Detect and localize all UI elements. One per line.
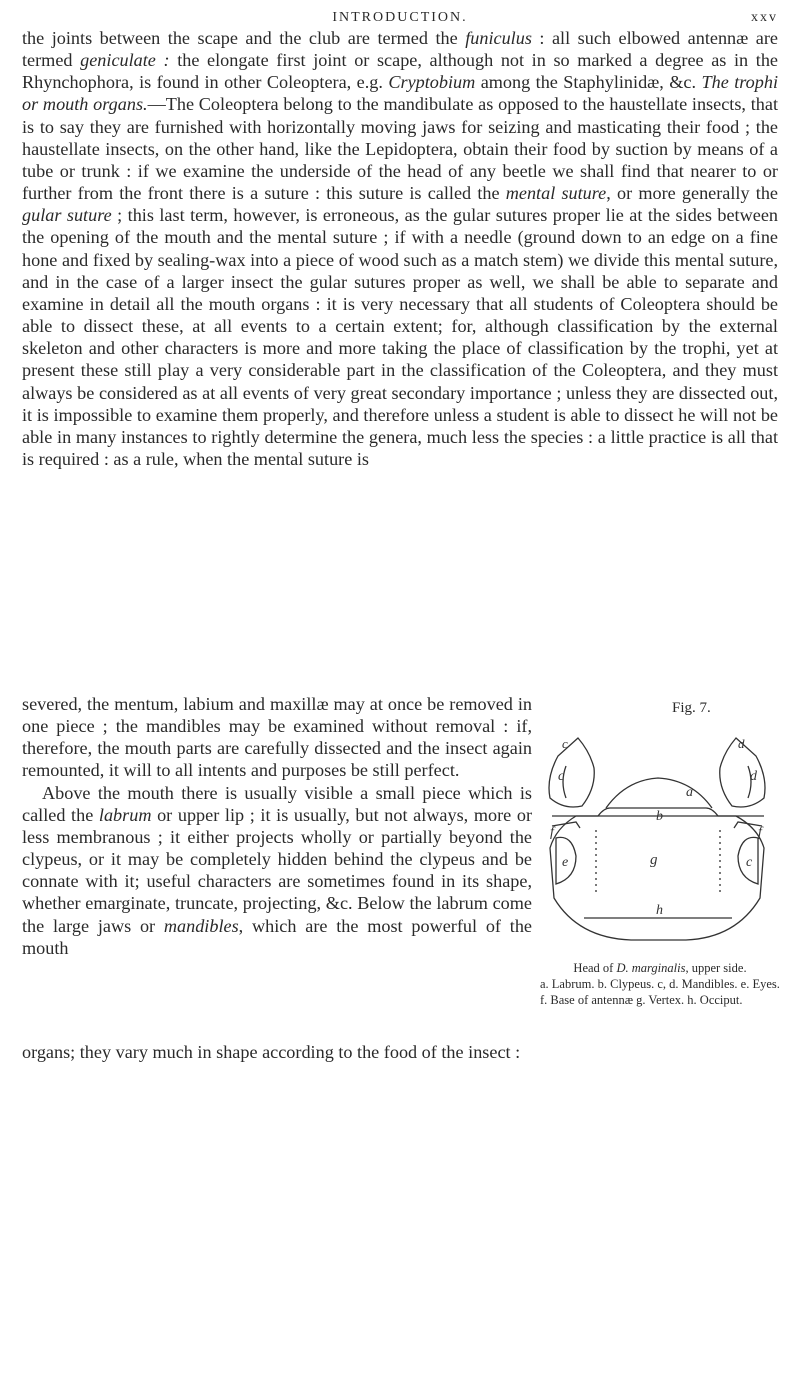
left-mandible — [549, 738, 594, 807]
vertex-line — [596, 830, 720, 894]
caption-title: Head of D. marginalis, upper side. — [573, 961, 747, 975]
page-number: xxv — [751, 10, 778, 25]
running-head: INTRODUCTION. — [332, 10, 468, 25]
svg-text:e: e — [562, 855, 569, 870]
figure-caption — [540, 960, 780, 1008]
svg-text:g: g — [650, 852, 658, 868]
svg-text:c: c — [746, 855, 753, 870]
svg-text:h: h — [656, 903, 663, 918]
beetle-head-diagram — [536, 718, 780, 958]
paragraph-trophi: the joints between the scape and the club are termed the funiculus : all such elbowed antennæ are termed geniculate : the elongate first joint or scape, although not in so marked a degree as in the Rhynchophora, is found in other Coleoptera, e.g. Cryptobium among the Staphylinidæ, &c. The trophi or mouth organs.—The Coleoptera belong to the mandibulate as opposed to the haustellate insects, that is to say they are furnished with horizontally moving jaws for seizing and masticating their food ; the haustellate insects, on the other hand, like the Lepidoptera, obtain their food by suction by means of a tube or trunk : if we examine the underside of the head of any beetle we shall find that nearer to or further from the front there is a suture : this suture is called the mental suture, or more generally the gular suture ; this last term, however, is erroneous, as the gular sutures proper lie at the sides between the opening of the mouth and the mental suture ; if with a needle (ground down to an edge on a fine hone and fixed by sealing-wax into a piece of wood such as a match stem) we divide this mental suture, and in the case of a larger insect the gular sutures proper as well, we shall be able to separate and examine in detail all the mouth organs : it is very necessary that all students of Coleoptera should be able to dissect these, at all events to a certain extent; for, although classification by the external skeleton and other characters is more and more taking the place of classification by the trophi, yet at present these still play a very considerable part in the classification of the Coleoptera, and they must always be considered as at all events of very great secondary importance ; unless they are dissected out, it is impossible to examine them properly, and therefore unless a student is able to dissect he will not be able in many instances to rightly determine the genera, much less the species : a little practice is all that is required : as a rule, when the mental suture is — [22, 28, 778, 469]
svg-text:d: d — [750, 769, 757, 784]
section-heading: The trophi or mouth organs. — [22, 72, 778, 115]
paragraph-labrum: Above the mouth there is usually visible a small piece which is called the labrum or upper lip ; it is usually, but not always, more or less membranous ; it either projects wholly or partially beyond the clypeus, or it may be completely hidden behind the clypeus and be connate with it; useful characters are sometimes found in its shape, whether emarginate, truncate, projecting, &c. Below the labrum come the large jaws or mandibles, which are the most powerful of the mouth — [22, 782, 533, 958]
wrapped-text-column — [22, 693, 532, 959]
svg-text:a: a — [686, 785, 693, 800]
paragraph-continuation: severed, the mentum, labium and maxillæ may at once be removed in one piece ; the mandibles may be examined without removal : if, therefore, the mouth parts are carefully dissected and the insect again remounted, it will to all intents and purposes be still perfect. — [22, 694, 532, 781]
head-outline — [550, 816, 764, 940]
svg-text:c: c — [562, 736, 568, 751]
svg-text:b: b — [656, 809, 663, 824]
figure-label: Fig. 7. — [672, 700, 711, 716]
labrum-outline — [606, 778, 712, 808]
svg-text:f: f — [758, 825, 762, 840]
paragraph-last-line: organs; they vary much in shape according to the food of the insect : — [22, 1042, 521, 1062]
svg-text:c: c — [558, 769, 565, 784]
svg-text:d: d — [738, 736, 745, 751]
caption-legend: a. Labrum. b. Clypeus. c, d. Mandibles. e. Eyes. f. Base of antennæ g. Vertex. h. Occiput. — [540, 977, 780, 1007]
svg-text:f: f — [550, 825, 554, 840]
